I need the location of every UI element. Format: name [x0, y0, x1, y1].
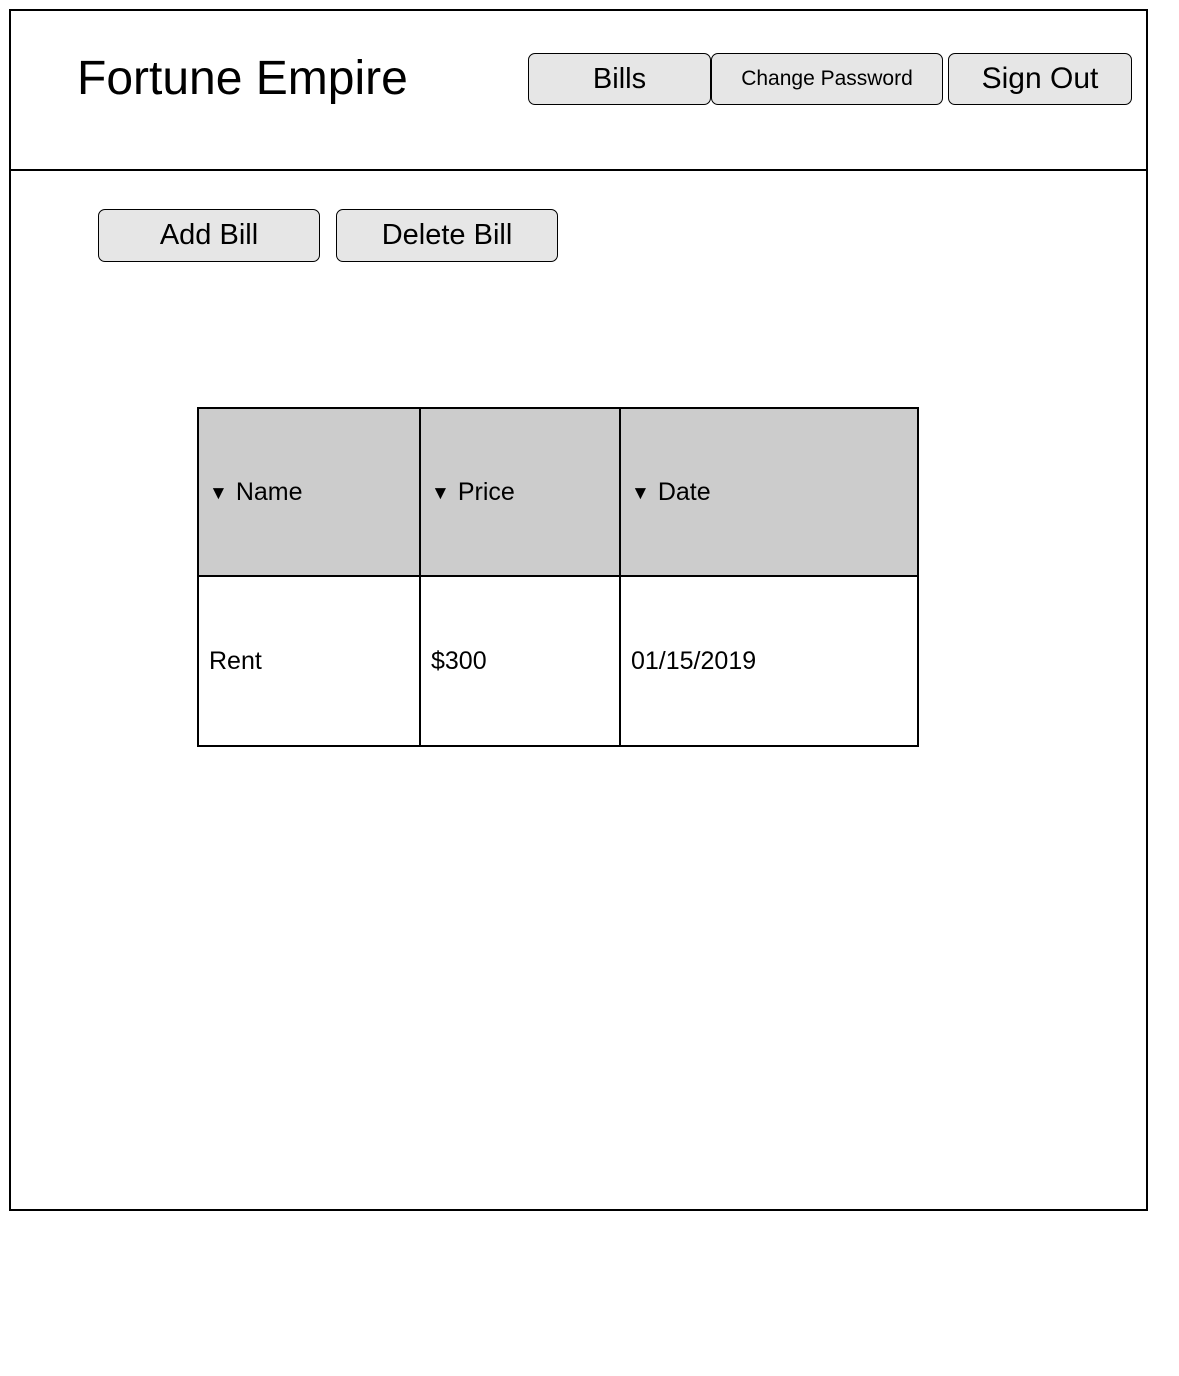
bills-table: [197, 407, 919, 747]
add-bill-button[interactable]: Add Bill: [98, 209, 320, 262]
app-frame: [9, 9, 1148, 1211]
cell-price: $300: [420, 576, 620, 746]
sort-down-icon: ▼: [631, 482, 650, 504]
delete-bill-button[interactable]: Delete Bill: [336, 209, 558, 262]
column-header-label: Name: [235, 477, 303, 506]
column-header-label: Date: [657, 477, 711, 506]
bills-button[interactable]: Bills: [528, 53, 711, 105]
table-header-row: [198, 408, 918, 576]
column-header-name[interactable]: [198, 408, 420, 576]
column-header-label: Price: [457, 477, 515, 506]
sort-down-icon: ▼: [209, 482, 228, 504]
cell-date: 01/15/2019: [620, 576, 918, 746]
column-header-price[interactable]: [420, 408, 620, 576]
change-password-button[interactable]: Change Password: [711, 53, 943, 105]
sort-down-icon: ▼: [431, 482, 450, 504]
header: [11, 11, 1146, 171]
sign-out-button[interactable]: Sign Out: [948, 53, 1132, 105]
column-header-date[interactable]: [620, 408, 918, 576]
table-row[interactable]: [198, 576, 918, 746]
cell-name: Rent: [198, 576, 420, 746]
app-title: Fortune Empire: [77, 52, 408, 105]
